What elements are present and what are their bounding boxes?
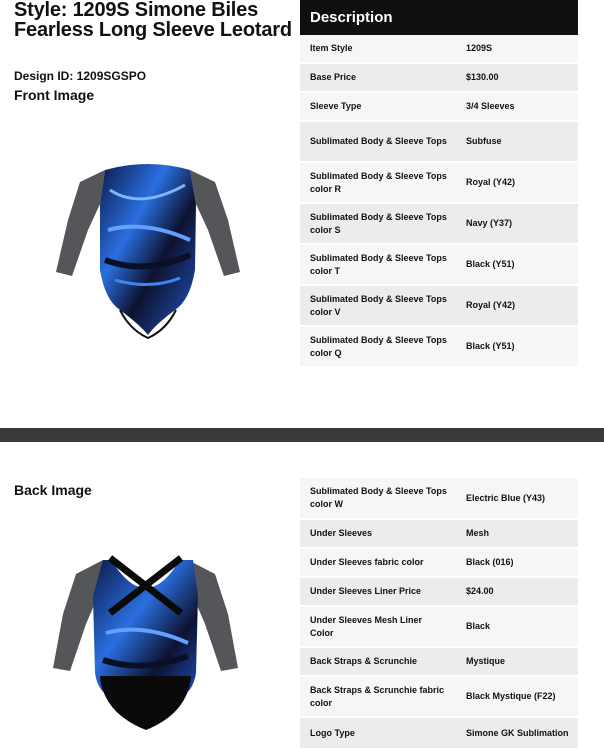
front-image-label: Front Image xyxy=(14,87,95,103)
table-row: Under Sleeves Mesh xyxy=(300,520,578,549)
table-row: Sublimated Body & Sleeve Tops color Q Black (Y51) xyxy=(300,327,578,368)
description-header: Description xyxy=(300,0,578,35)
leotard-front-image xyxy=(50,160,245,342)
table-row: Under Sleeves Liner Price $24.00 xyxy=(300,578,578,607)
table-row: Base Price $130.00 xyxy=(300,64,578,93)
table-row: Under Sleeves Mesh Liner Color Black xyxy=(300,607,578,648)
product-title: Style: 1209S Simone Biles Fearless Long Sleeve Leotard xyxy=(14,0,292,41)
back-image-label: Back Image xyxy=(14,482,92,498)
description-table-top xyxy=(300,35,578,368)
table-row: Back Straps & Scrunchie Mystique xyxy=(300,648,578,677)
table-row: Logo Type Simone GK Sublimation xyxy=(300,718,578,750)
table-row: Sublimated Body & Sleeve Tops color W Electric Blue (Y43) xyxy=(300,478,578,520)
table-row: Sublimated Body & Sleeve Tops Subfuse xyxy=(300,122,578,163)
section-divider xyxy=(0,428,604,442)
description-table-bottom xyxy=(300,478,578,750)
table-row: Sleeve Type 3/4 Sleeves xyxy=(300,93,578,122)
table-row: Item Style 1209S xyxy=(300,35,578,64)
leotard-back-image xyxy=(48,548,243,738)
table-row: Back Straps & Scrunchie fabric color Black Mystique (F22) xyxy=(300,677,578,718)
table-row: Sublimated Body & Sleeve Tops color R Royal (Y42) xyxy=(300,163,578,204)
table-row: Sublimated Body & Sleeve Tops color T Black (Y51) xyxy=(300,245,578,286)
table-row: Sublimated Body & Sleeve Tops color V Royal (Y42) xyxy=(300,286,578,327)
design-id: Design ID: 1209SGSPO xyxy=(14,69,147,83)
table-row: Under Sleeves fabric color Black (016) xyxy=(300,549,578,578)
table-row: Sublimated Body & Sleeve Tops color S Navy (Y37) xyxy=(300,204,578,245)
